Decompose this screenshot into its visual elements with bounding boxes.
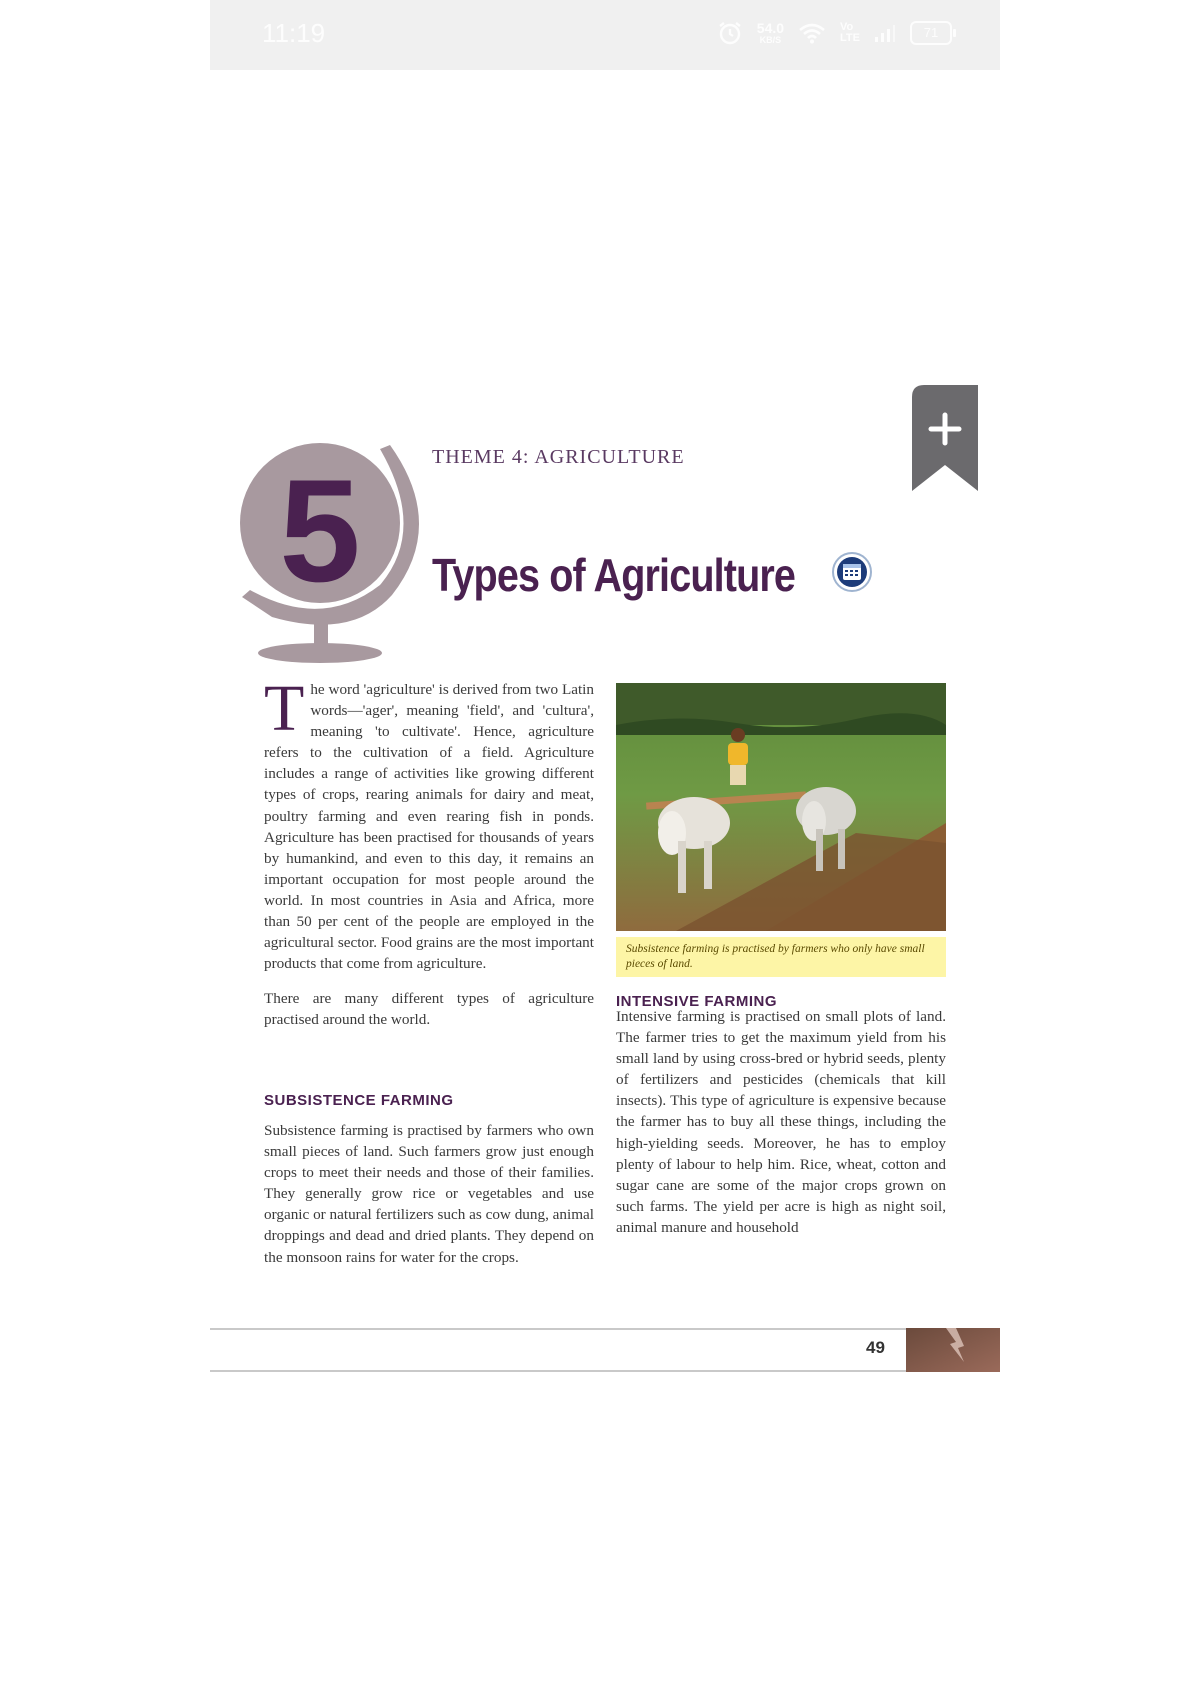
theme-label: THEME 4: AGRICULTURE (432, 446, 685, 468)
intro-paragraph (264, 672, 594, 974)
dropcap: T (264, 672, 305, 745)
status-bar (210, 0, 1000, 70)
intro-paragraph-2: There are many different types of agriculture practised around the world. (264, 990, 594, 1029)
status-time: 11:19 (262, 18, 326, 48)
volte-line1: Vo (840, 21, 854, 33)
chapter-title: Types of Agriculture (432, 549, 796, 601)
page-number: 49 (866, 1338, 885, 1357)
speed-value: 54.0 (756, 20, 785, 36)
photo-caption-box (616, 937, 946, 977)
footer-lightning-image (906, 1328, 1000, 1372)
footer-divider-top (210, 1328, 1000, 1330)
intensive-text: Intensive farming is practised on small plots of land. The farmer tries to get the maximum yield from his small land by using cross-bred or hybrid seeds, plenty of fertilizers and pesticides (chemicals that kill insects). This type of agriculture is expensive because the farmer has to buy all these things, including the high-yielding seeds. Moreover, he has to employ plenty of labour to help him. Rice, wheat, cotton and sugar cane are some of the major crops grown on such farms. The yield per acre is high as night soil, animal manure and household (616, 1008, 946, 1236)
chapter-globe-icon (232, 435, 432, 665)
subsistence-heading: SUBSISTENCE FARMING (264, 1092, 454, 1109)
farmer-ploughing-photo (616, 683, 946, 931)
footer-divider-bottom (210, 1370, 1000, 1372)
photo-caption: Subsistence farming is practised by farmers who only have small pieces of land. (626, 943, 925, 970)
volte-line2: LTE (840, 32, 860, 44)
intro-text: he word 'agriculture' is derived from two Latin words—'ager', meaning 'field', and 'cultura', meaning 'to cultivate'. Hence, agriculture refers to the cultivation of a field. Agriculture includes a range of activities like growing different types of crops, rearing animals for dairy and meat, poultry farming and even rearing fish in ponds. Agriculture has been practised for thousands of years by humankind, and even to this day, it remains an important occupation for most people around the world. In most countries in Asia and Africa, more than 50 per cent of the people are employed in the agricultural sector. Food grains are the most important products that come from agriculture. (264, 681, 594, 973)
left-column (264, 672, 594, 1031)
wifi-icon (798, 22, 826, 44)
volte-indicator (840, 22, 860, 44)
intensive-heading: INTENSIVE FARMING (616, 993, 778, 1010)
subsistence-text: Subsistence farming is practised by farmers who own small pieces of land. Such farmers grow just enough crops to meet their needs and those of their families. They generally grow rice or vegetables and use organic or natural fertilizers such as cow dung, animal droppings and dead and dried plants. They depend on the monsoon rains for water for the crops. (264, 1122, 594, 1266)
add-bookmark-icon[interactable] (912, 385, 978, 491)
status-icons (717, 20, 952, 46)
battery-indicator: 71 (910, 21, 952, 45)
signal-icon (874, 23, 896, 43)
network-speed (757, 21, 784, 45)
speed-unit: KB/S (759, 35, 782, 45)
chapter-number: 5 (279, 449, 361, 612)
calendar-icon[interactable] (832, 552, 872, 592)
alarm-icon (717, 20, 743, 46)
